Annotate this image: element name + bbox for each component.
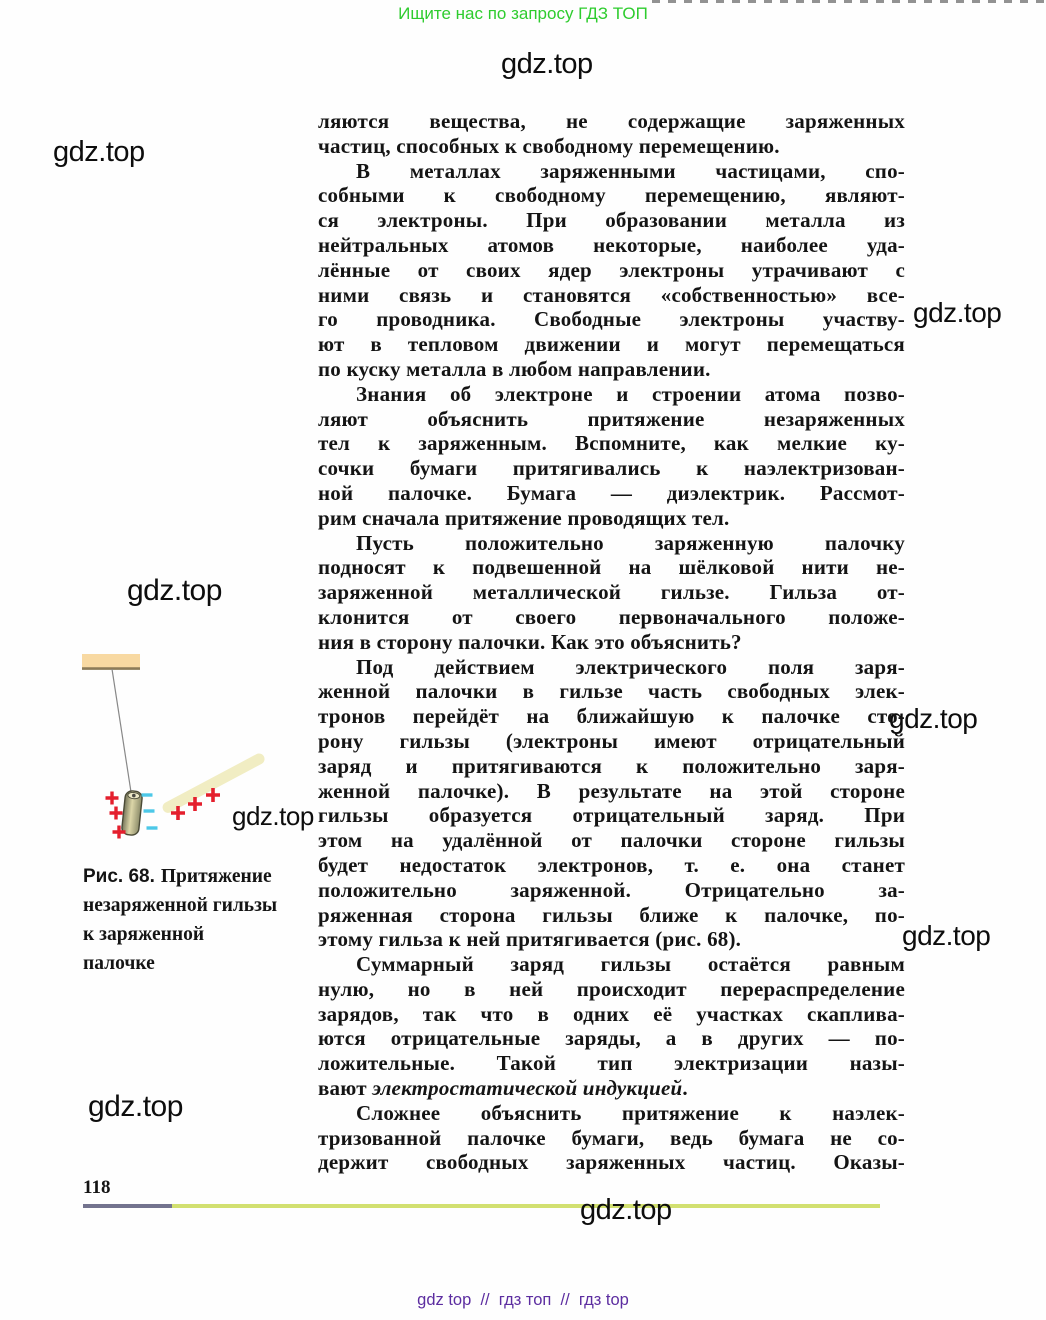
text-line: нейтральных атомов некоторые, наиболее уда- bbox=[318, 232, 905, 257]
text-line: ними связь и становятся «собственностью» все- bbox=[318, 282, 905, 307]
text-line: Суммарный заряд гильзы остаётся равным bbox=[356, 952, 905, 977]
text-line: нулю, но в ней происходит перераспределение bbox=[318, 976, 905, 1001]
text-line: ляют объяснить притяжение незаряженных bbox=[318, 406, 905, 431]
watermark-left-lower: gdz.top bbox=[88, 1090, 183, 1123]
text-line: ной палочке. Бумага — диэлектрик. Рассмот- bbox=[318, 480, 905, 505]
figure-caption bbox=[83, 862, 313, 978]
paragraph bbox=[318, 159, 905, 382]
text-line: женной палочке). В результате на этой стороне bbox=[318, 778, 905, 803]
paragraph bbox=[318, 382, 905, 531]
watermark-right-upper: gdz.top bbox=[913, 297, 1002, 328]
watermark-figure-top: gdz.top bbox=[127, 574, 222, 607]
text-line: клонится от своего первоначального положе- bbox=[318, 604, 905, 629]
text-line: гильзы образуется отрицательный заряд. При bbox=[318, 803, 905, 828]
text-line: частиц, способных к свободному перемещению. bbox=[318, 133, 780, 158]
watermark-left-upper: gdz.top bbox=[53, 136, 145, 168]
paragraph bbox=[318, 531, 905, 655]
silk-thread bbox=[112, 669, 131, 792]
text-line: ложительные. Такой тип электризации назы- bbox=[318, 1051, 905, 1076]
text-line: женной палочки в гильзе часть свободных элек- bbox=[318, 679, 905, 704]
text-line: по куску металла в любом направлении. bbox=[318, 356, 711, 381]
caption-line: палочке bbox=[83, 953, 155, 974]
watermark-right-middle: gdz.top bbox=[889, 703, 978, 734]
text-line: этому гильза к ней притягивается (рис. 68). bbox=[318, 927, 742, 952]
watermark-bottom: gdz.top bbox=[580, 1194, 672, 1226]
figure-label: Рис. 68. bbox=[83, 866, 155, 887]
paragraph bbox=[318, 655, 905, 953]
text-line: ют в тепловом движении и могут перемещаться bbox=[318, 332, 905, 357]
text-line: сочки бумаги притягивались к наэлектризован- bbox=[318, 456, 905, 481]
promo-banner-text: Ищите нас по запросу ГДЗ ТОП bbox=[398, 4, 648, 23]
paragraph bbox=[318, 109, 905, 159]
text-line: рим сначала притяжение проводящих тел. bbox=[318, 505, 730, 530]
negative-charges-sleeve bbox=[142, 795, 158, 828]
text-line: рону гильзы (электроны имеют отрицательный bbox=[318, 728, 905, 753]
footer-rule-dark-segment bbox=[83, 1204, 172, 1208]
text-line: ся электроны. При образовании металла из bbox=[318, 208, 905, 233]
text-line: ряженная сторона гильзы ближе к палочке, по- bbox=[318, 902, 905, 927]
plus-charge-icon bbox=[110, 807, 123, 820]
caption-line: к заряженной bbox=[83, 924, 205, 945]
watermark-right-lower: gdz.top bbox=[902, 920, 991, 951]
text-line: собными к свободному перемещению, являют- bbox=[318, 183, 905, 208]
text-line: ляются вещества, не содержащие заряженных bbox=[318, 109, 905, 133]
text-line: заряд и притягиваются к положительно заря- bbox=[318, 753, 905, 778]
paragraph bbox=[318, 1101, 905, 1175]
footer-links-text: gdz top // гдз топ // гдз top bbox=[417, 1291, 629, 1309]
text-line: будет недостаток электронов, т. е. она станет bbox=[318, 852, 905, 877]
text-line: тризованной палочке бумаги, ведь бумага не со- bbox=[318, 1125, 905, 1150]
scan-artifact-dashes bbox=[652, 0, 1046, 3]
metal-sleeve bbox=[121, 790, 143, 836]
text-line: Под действием электрического поля заря- bbox=[356, 654, 905, 679]
plus-charge-icon bbox=[106, 792, 119, 805]
charged-rod bbox=[161, 752, 267, 815]
text-line: зарядов, так что в одних её участках скаплива- bbox=[318, 1001, 905, 1026]
text-line: Пусть положительно заряженную палочку bbox=[356, 530, 905, 555]
text-line: В металлах заряженными частицами, спо- bbox=[356, 158, 905, 183]
text-line: Знания об электроне и строении атома позво- bbox=[356, 381, 905, 406]
text-line: лённые от своих ядер электроны утрачивают с bbox=[318, 257, 905, 282]
text-line: тронов перейдёт на ближайшую к палочке сто- bbox=[318, 704, 905, 729]
caption-text: Притяжение bbox=[160, 866, 272, 887]
text-line: Сложнее объяснить притяжение к наэлек- bbox=[356, 1100, 905, 1125]
text-line: тел к заряженным. Вспомните, как мелкие ку- bbox=[318, 431, 905, 456]
caption-line bbox=[83, 862, 313, 891]
footer-rule-green-segment bbox=[172, 1204, 880, 1208]
text-line: заряженной металлической гильзе. Гильза от- bbox=[318, 580, 905, 605]
paragraph bbox=[318, 952, 905, 1101]
positive-charges-sleeve bbox=[106, 792, 126, 839]
text-line: этом на удалённой от палочки стороне гильзы bbox=[318, 828, 905, 853]
text-line: вают электростатической индукцией. bbox=[318, 1076, 688, 1101]
watermark-top-center: gdz.top bbox=[501, 48, 593, 80]
text-line: держит свободных заряженных частиц. Оказы- bbox=[318, 1150, 905, 1175]
support-bar bbox=[82, 654, 140, 669]
text-line: го проводника. Свободные электроны участву- bbox=[318, 307, 905, 332]
text-line: подносят к подвешенной на шёлковой нити не- bbox=[318, 555, 905, 580]
page-number: 118 bbox=[83, 1177, 111, 1198]
watermark-figure-rod: gdz.top bbox=[232, 801, 314, 831]
caption-line: незаряженной гильзы bbox=[83, 895, 278, 916]
text-line: положительно заряженной. Отрицательно за- bbox=[318, 877, 905, 902]
text-line: ются отрицательные заряды, а в других — по- bbox=[318, 1026, 905, 1051]
figure-68-diagram bbox=[70, 645, 320, 850]
text-line: ния в сторону палочки. Как это объяснить? bbox=[318, 629, 742, 654]
text-column bbox=[318, 109, 905, 1175]
